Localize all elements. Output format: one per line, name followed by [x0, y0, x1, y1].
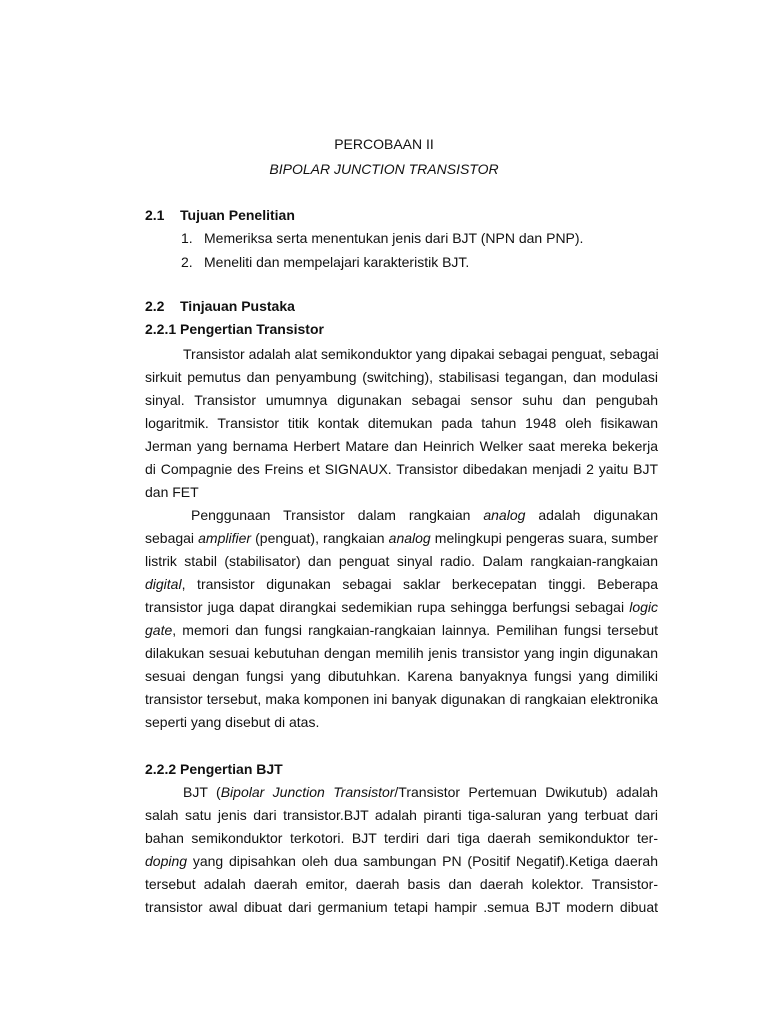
list-item-number: 2.	[181, 254, 193, 270]
italic-term: amplifier	[198, 530, 252, 546]
paragraph-line	[145, 852, 658, 870]
list-item-number: 1.	[181, 230, 193, 246]
paragraph-line	[183, 783, 658, 801]
italic-term: Bipolar Junction Transistor	[220, 784, 395, 800]
section-2-1-heading: Tujuan Penelitian	[180, 207, 295, 223]
list-item-text: Meneliti dan mempelajari karakteristik BJT.	[204, 254, 470, 270]
italic-term: analog	[483, 507, 526, 523]
text-run: melingkupi pengeras suara, sumber	[430, 530, 658, 546]
section-2-1-number: 2.1	[145, 207, 165, 223]
paragraph-line	[191, 506, 658, 524]
text-run: BJT (	[183, 784, 221, 800]
paragraph-line: sinyal. Transistor umumnya digunakan sebagai sensor suhu dan pengubah	[145, 392, 658, 408]
text-run: transistor juga dapat dirangkai sedemikian rupa sehingga berfungsi sebagai	[145, 599, 630, 615]
list-item-text: Memeriksa serta menentukan jenis dari BJT (NPN dan PNP).	[204, 230, 584, 246]
section-2-2-number: 2.2	[145, 298, 165, 314]
text-run: adalah digunakan	[525, 507, 658, 523]
paragraph-line: sirkuit pemutus dan penyambung (switching), stabilisasi tegangan, dan modulasi	[145, 369, 658, 385]
paragraph-line: logaritmik. Transistor titik kontak ditemukan pada tahun 1948 oleh fisikawan	[145, 415, 658, 431]
chapter-subtitle: BIPOLAR JUNCTION TRANSISTOR	[269, 161, 499, 177]
paragraph-line	[145, 598, 658, 616]
section-2-2-heading: Tinjauan Pustaka	[180, 298, 295, 314]
subsection-2-2-1-heading: 2.2.1 Pengertian Transistor	[145, 321, 324, 337]
paragraph-line: tersebut adalah daerah emitor, daerah basis dan daerah kolektor. Transistor-	[145, 876, 658, 892]
italic-term: gate	[145, 622, 173, 638]
italic-term: digital	[145, 576, 182, 592]
text-run: yang dipisahkan oleh dua sambungan PN (Positif Negatif).Ketiga daerah	[187, 853, 658, 869]
paragraph-line: dan FET	[145, 484, 199, 500]
paragraph-line: seperti yang disebut di atas.	[145, 714, 320, 730]
text-run: , transistor digunakan sebagai saklar berkecepatan tinggi. Beberapa	[181, 576, 658, 592]
text-run: Penggunaan Transistor dalam rangkaian	[191, 507, 484, 523]
paragraph-line	[145, 529, 658, 547]
italic-term: doping	[145, 853, 188, 869]
paragraph-line: listrik stabil (stabilisator) dan penguat sinyal radio. Dalam rangkaian-rangkaian	[145, 553, 658, 569]
text-run: sebagai	[145, 530, 199, 546]
subsection-2-2-2-heading: 2.2.2 Pengertian BJT	[145, 761, 283, 777]
text-run: (penguat), rangkaian	[251, 530, 389, 546]
paragraph-line: di Compagnie des Freins et SIGNAUX. Transistor dibedakan menjadi 2 yaitu BJT	[145, 461, 658, 477]
paragraph-line: sesuai dengan fungsi yang dibutuhkan. Karena banyaknya fungsi yang dimiliki	[145, 668, 658, 684]
italic-term: analog	[388, 530, 431, 546]
paragraph-line: salah satu jenis dari transistor.BJT adalah piranti tiga-saluran yang terbuat dari	[145, 807, 658, 823]
paragraph-line: transistor tersebut, maka komponen ini banyak digunakan di rangkaian elektronika	[145, 691, 658, 707]
paragraph-line: bahan semikonduktor terkotori. BJT terdiri dari tiga daerah semikonduktor ter-	[145, 830, 658, 846]
paragraph-line: Jerman yang bernama Herbert Matare dan Heinrich Welker saat mereka bekerja	[145, 438, 658, 454]
italic-term: logic	[629, 599, 658, 615]
paragraph-line: transistor awal dibuat dari germanium tetapi hampir .semua BJT modern dibuat	[145, 899, 658, 915]
chapter-title: PERCOBAAN II	[334, 136, 434, 152]
text-run: , memori dan fungsi rangkaian-rangkaian lainnya. Pemilihan fungsi tersebut	[172, 622, 658, 638]
paragraph-line: dilakukan sesuai kebutuhan dengan memilih jenis transistor yang ingin digunakan	[145, 645, 658, 661]
text-run: /Transistor Pertemuan Dwikutub) adalah	[394, 784, 658, 800]
paragraph-line	[145, 621, 658, 639]
paragraph-line: Transistor adalah alat semikonduktor yang dipakai sebagai penguat, sebagai	[183, 346, 659, 362]
paragraph-line	[145, 575, 658, 593]
